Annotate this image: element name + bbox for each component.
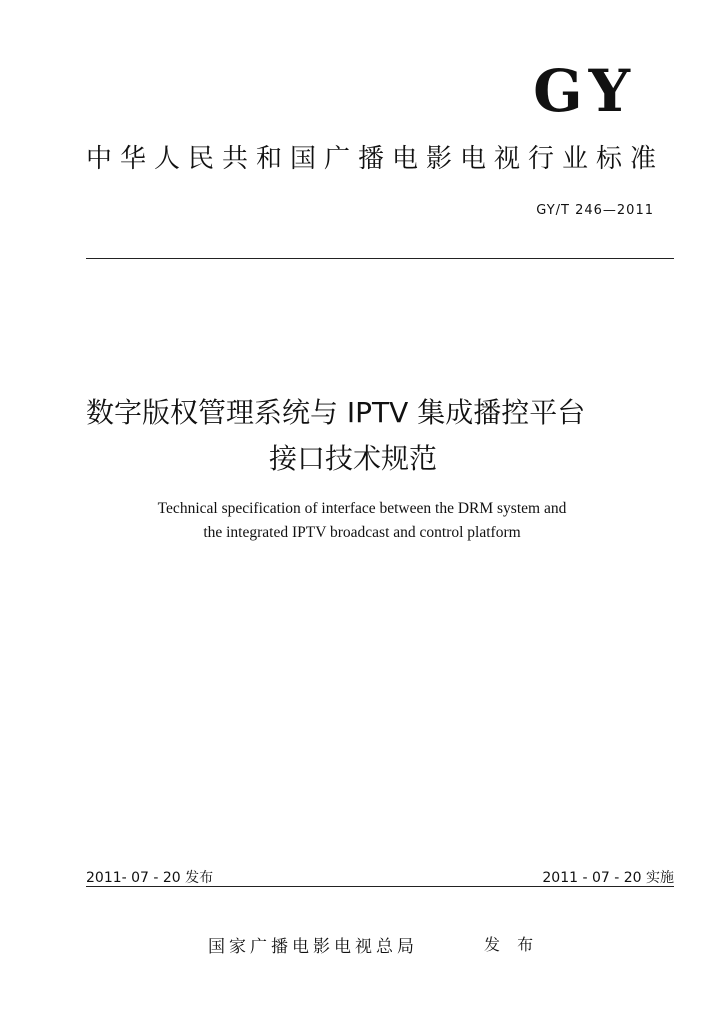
issuing-authority: 国家广播电影电视总局 bbox=[208, 937, 418, 957]
english-title-line-1: Technical specification of interface between the DRM system and bbox=[157, 500, 567, 517]
chinese-title-line-1: 数字版权管理系统与 IPTV 集成播控平台 bbox=[86, 396, 586, 429]
gy-logo: GY bbox=[533, 57, 636, 125]
english-title bbox=[86, 497, 638, 545]
industry-standard-title: 中华人民共和国广播电影电视行业标准 bbox=[86, 144, 665, 174]
top-divider bbox=[86, 258, 674, 259]
bottom-divider bbox=[86, 886, 674, 887]
chinese-title bbox=[86, 390, 686, 482]
issue-date: 2011- 07 - 20 发布 bbox=[86, 870, 214, 886]
standard-number: GY/T 246—2011 bbox=[536, 203, 654, 218]
english-title-line-2: the integrated IPTV broadcast and control platform bbox=[203, 524, 521, 541]
effective-date: 2011 - 07 - 20 实施 bbox=[542, 870, 674, 886]
chinese-title-line-2: 接口技术规范 bbox=[269, 442, 438, 475]
issue-label: 发 布 bbox=[484, 935, 540, 954]
